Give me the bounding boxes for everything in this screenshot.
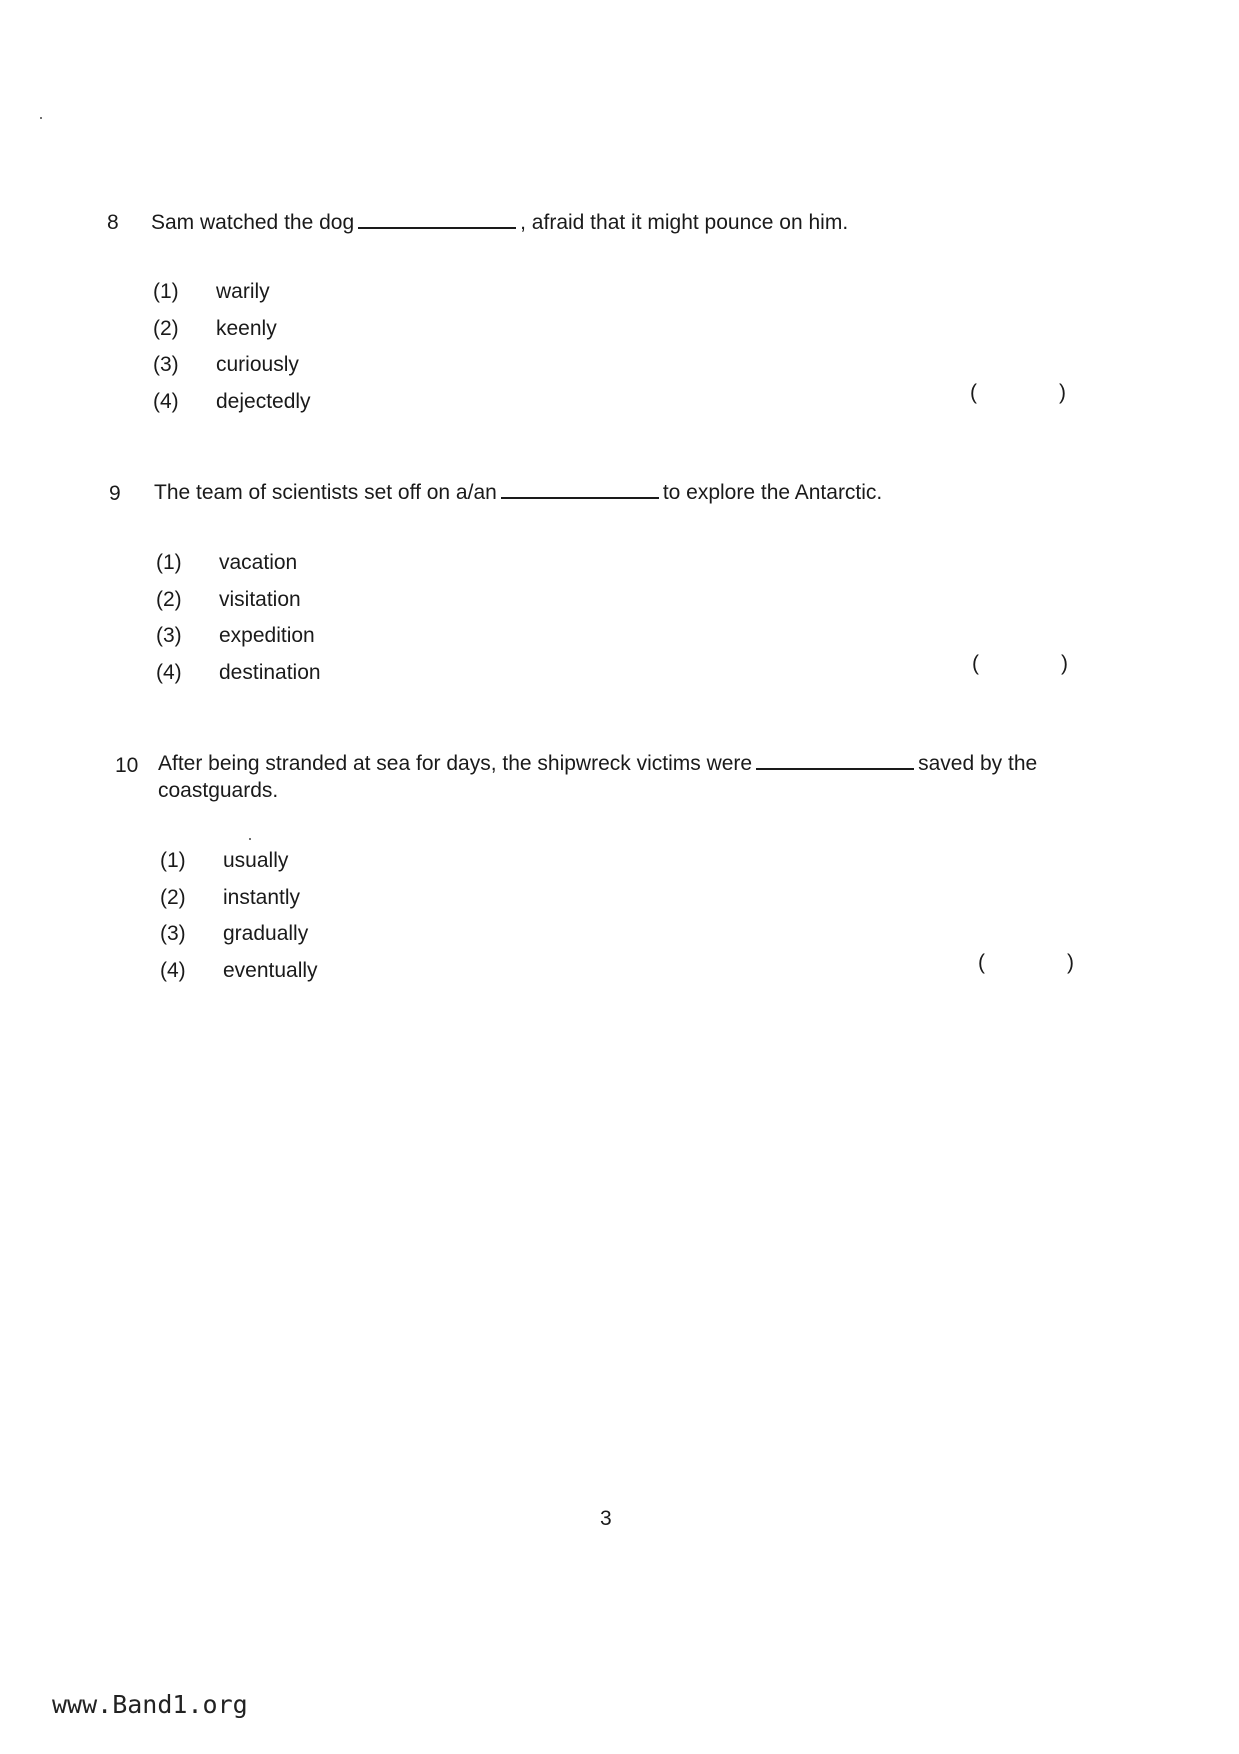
option-text: instantly (223, 885, 301, 909)
bracket-open: ( (978, 951, 985, 974)
option-number: (1) (156, 551, 182, 574)
stray-mark (40, 117, 42, 119)
bracket-close: ) (1061, 652, 1068, 675)
option-text: eventually (223, 958, 318, 982)
option-number: (4) (156, 660, 182, 684)
question-text-before: Sam watched the dog (151, 211, 355, 234)
question-number: 10 (115, 754, 139, 777)
question-number: 9 (109, 482, 121, 505)
option-text: expedition (219, 624, 315, 647)
option-number: (3) (156, 624, 182, 647)
page-number: 3 (600, 1507, 612, 1530)
option-text: usually (223, 849, 289, 872)
footer-url: www.Band1.org (52, 1690, 248, 1719)
question-text-after: to explore the Antarctic. (662, 481, 883, 504)
option-number: (4) (160, 958, 186, 982)
option-number: (2) (153, 316, 179, 340)
question-text-after: , afraid that it might pounce on him. (520, 211, 849, 234)
question-text-before: The team of scientists set off on a/an (154, 481, 497, 504)
option-number: (4) (153, 389, 179, 413)
answer-blank (756, 754, 914, 770)
option-text: vacation (219, 551, 298, 574)
option-text: gradually (223, 922, 309, 945)
bracket-close: ) (1067, 951, 1074, 974)
option-number: (2) (156, 587, 182, 611)
answer-blank (501, 483, 659, 499)
option-number: (1) (153, 280, 179, 303)
answer-blank (358, 213, 516, 229)
bracket-open: ( (970, 381, 977, 404)
option-number: (3) (153, 353, 179, 376)
question-text (154, 479, 1074, 506)
question-number: 8 (107, 211, 119, 234)
option-text: dejectedly (216, 389, 311, 413)
question-text (151, 209, 1071, 236)
option-text: destination (219, 660, 321, 684)
question-text-before: After being stranded at sea for days, the shipwreck victims were (158, 752, 753, 775)
option-text: warily (216, 280, 270, 303)
bracket-close: ) (1059, 381, 1066, 404)
option-text: keenly (216, 316, 277, 340)
option-number: (1) (160, 849, 186, 872)
question-text-after: saved by the coastguards. (158, 752, 1038, 802)
option-number: (2) (160, 885, 186, 909)
option-number: (3) (160, 922, 186, 945)
stray-mark (249, 838, 251, 840)
question-text (158, 750, 1063, 804)
option-text: curiously (216, 353, 299, 376)
bracket-open: ( (972, 652, 979, 675)
option-text: visitation (219, 587, 301, 611)
